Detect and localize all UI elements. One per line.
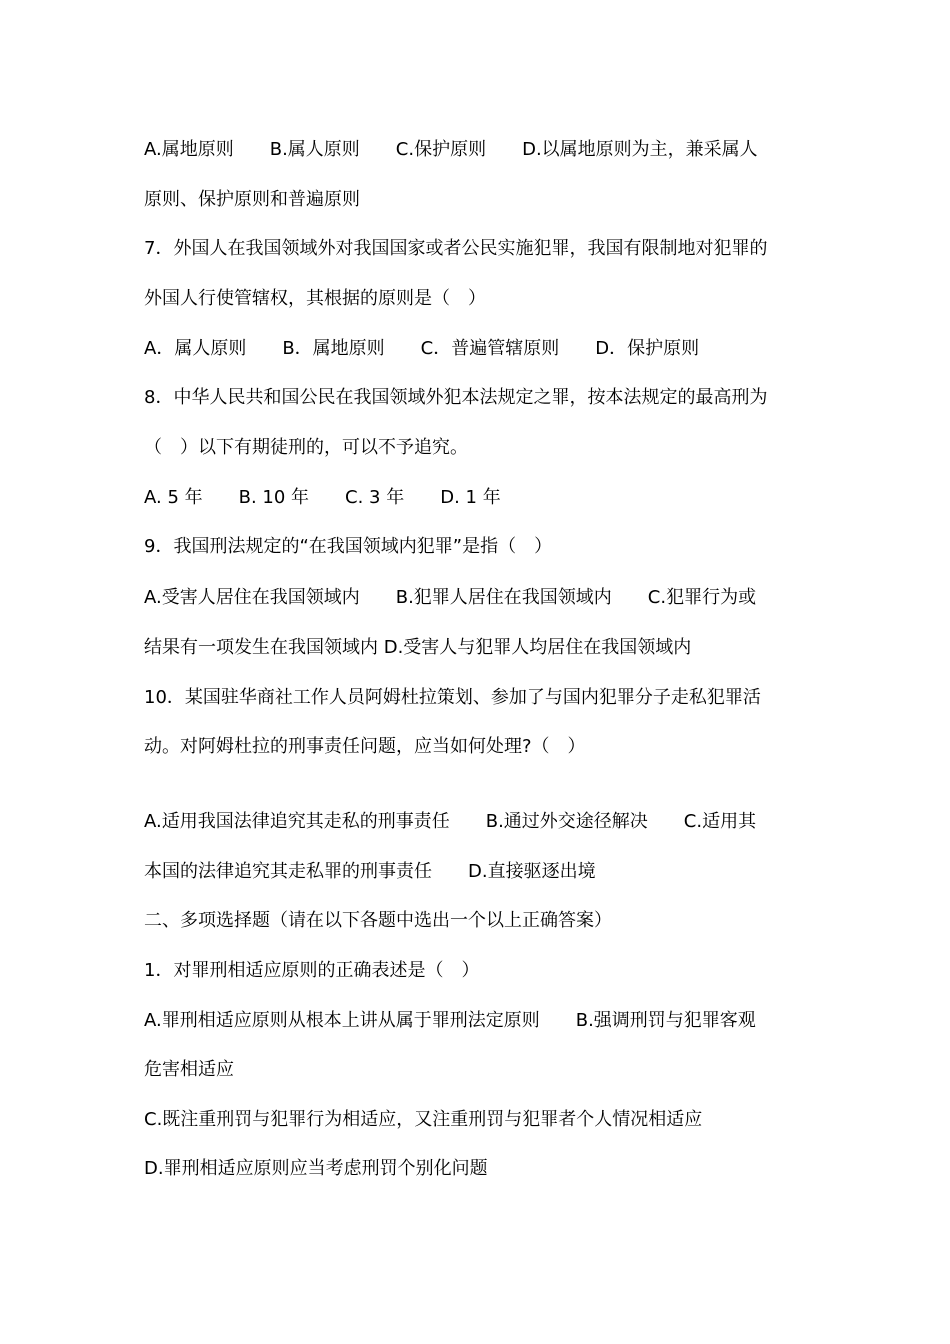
- q10-options-line-1: A.适用我国法律追究其走私的刑事责任 B.通过外交途径解决 C.适用其: [144, 811, 757, 832]
- q10-text-line-1: 10．某国驻华商社工作人员阿姆杜拉策划、参加了与国内犯罪分子走私犯罪活: [144, 687, 761, 708]
- q10-options-line-2: 本国的法律追究其走私罪的刑事责任 D.直接驱逐出境: [144, 861, 596, 882]
- q9-options-line-2: 结果有一项发生在我国领域内 D.受害人与犯罪人均居住在我国领域内: [144, 637, 692, 658]
- q8-options: A. 5 年 B. 10 年 C. 3 年 D. 1 年: [144, 487, 501, 508]
- q6-options-line-1: A.属地原则 B.属人原则 C.保护原则 D.以属地原则为主，兼采属人: [144, 139, 758, 160]
- mc1-option-ab-line-2: 危害相适应: [144, 1059, 234, 1080]
- mc1-option-ab-line-1: A.罪刑相适应原则从根本上讲从属于罪刑法定原则 B.强调刑罚与犯罪客观: [144, 1010, 756, 1031]
- mc1-option-c: C.既注重刑罚与犯罪行为相适应，又注重刑罚与犯罪者个人情况相适应: [144, 1109, 703, 1130]
- q9-text: 9．我国刑法规定的“在我国领域内犯罪”是指（ ）: [144, 536, 553, 557]
- q9-options-line-1: A.受害人居住在我国领域内 B.犯罪人居住在我国领域内 C.犯罪行为或: [144, 587, 757, 608]
- q8-text-line-2: （ ）以下有期徒刑的，可以不予追究。: [144, 437, 468, 458]
- mc1-option-d: D.罪刑相适应原则应当考虑刑罚个别化问题: [144, 1158, 488, 1179]
- q7-text-line-2: 外国人行使管辖权，其根据的原则是（ ）: [144, 288, 486, 309]
- q8-text-line-1: 8．中华人民共和国公民在我国领域外犯本法规定之罪，按本法规定的最高刑为: [144, 387, 768, 408]
- q6-options-line-2: 原则、保护原则和普遍原则: [144, 189, 360, 210]
- section-heading-multiple-choice: 二、多项选择题（请在以下各题中选出一个以上正确答案）: [144, 910, 612, 931]
- q7-text-line-1: 7．外国人在我国领域外对我国国家或者公民实施犯罪，我国有限制地对犯罪的: [144, 238, 768, 259]
- mc1-text: 1．对罪刑相适应原则的正确表述是（ ）: [144, 960, 480, 981]
- q10-text-line-2: 动。对阿姆杜拉的刑事责任问题，应当如何处理?（ ）: [144, 736, 586, 757]
- q7-options: A．属人原则 B．属地原则 C．普遍管辖原则 D．保护原则: [144, 338, 700, 359]
